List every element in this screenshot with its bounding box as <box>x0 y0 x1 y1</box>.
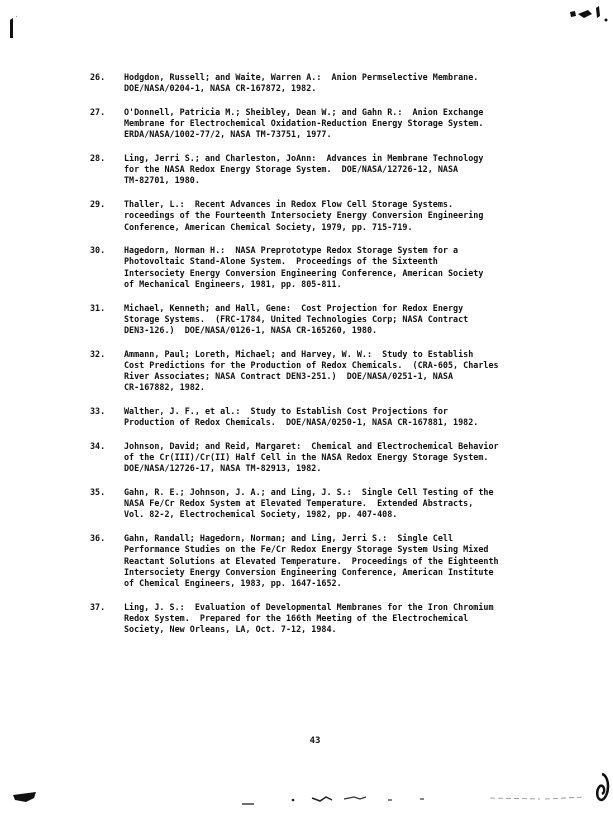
reference-number: 29. <box>90 199 106 210</box>
scan-mark-bottom-left <box>12 790 38 806</box>
reference-number: 33. <box>90 405 106 416</box>
page-number: 43 <box>309 736 321 746</box>
reference-number: 34. <box>90 440 106 451</box>
reference-line: roceedings of the Fourteenth Intersociety Energy Conversion Engineering <box>124 210 484 221</box>
scan-mark-top-left <box>4 14 20 44</box>
reference-entry <box>90 349 610 394</box>
reference-line: Hodgdon, Russell; and Waite, Warren A.: Anion Permselective Membrane. <box>124 72 479 82</box>
reference-number: 26. <box>90 72 106 82</box>
reference-line: Walther, J. F., et al.: Study to Establish Cost Projections for <box>124 405 448 416</box>
reference-line: Conference, American Chemical Society, 1979, pp. 715-719. <box>124 221 413 232</box>
reference-line: DOE/NASA/0204-1, NASA CR-167872, 1982. <box>124 83 317 94</box>
reference-line: Johnson, David; and Reid, Margaret: Chemical and Electrochemical Behavior <box>124 440 499 451</box>
reference-line: Ling, J. S.: Evaluation of Developmental Membranes for the Iron Chromium <box>124 601 494 612</box>
reference-line: of Mechanical Engineers, 1981, pp. 805-811. <box>124 278 342 289</box>
reference-line: Hagedorn, Norman H.: NASA Preprototype Redox Storage System for a <box>124 245 459 256</box>
reference-line: Reactant Solutions at Elevated Temperature. Proceedings of the Eighteenth <box>124 555 499 566</box>
reference-line: O'Donnell, Patricia M.; Sheibley, Dean W.; and Gahn R.: Anion Exchange <box>124 106 484 117</box>
reference-line: Photovoltaic Stand-Alone System. Proceedings of the Sixteenth <box>124 256 438 267</box>
reference-line: Gahn, R. E.; Johnson, J. A.; and Ling, J. S.: Single Cell Testing of the <box>124 486 494 497</box>
reference-entry <box>90 303 610 337</box>
reference-number: 37. <box>90 601 106 612</box>
reference-line: Gahn, Randall; Hagedorn, Norman; and Ling, Jerri S.: Single Cell <box>124 533 454 544</box>
reference-line: ERDA/NASA/1002-77/2, NASA TM-73751, 1977. <box>124 129 332 140</box>
reference-line: Production of Redox Chemicals. DOE/NASA/0250-1, NASA CR-167881, 1982. <box>124 417 479 428</box>
reference-line: Thaller, L.: Recent Advances in Redox Flow Cell Storage Systems. <box>124 199 454 210</box>
reference-line: Ling, Jerri S.; and Charleston, JoAnn: Advances in Membrane Technology <box>124 153 484 164</box>
reference-list <box>90 72 610 648</box>
reference-line: for the NASA Redox Energy Storage System. DOE/NASA/12726-12, NASA <box>124 164 459 175</box>
reference-entry <box>90 245 610 290</box>
scan-mark-top-right <box>566 2 610 26</box>
scan-marks-bottom <box>240 788 600 810</box>
reference-line: of Chemical Engineers, 1983, pp. 1647-1652. <box>124 577 342 588</box>
reference-entry <box>90 107 610 141</box>
reference-entry <box>90 441 610 475</box>
reference-line: NASA Fe/Cr Redox System at Elevated Temperature. Extended Abstracts, <box>124 498 474 509</box>
reference-entry <box>90 406 610 428</box>
reference-line: Cost Predictions for the Production of Redox Chemicals. (CRA-605, Charles <box>124 359 499 370</box>
reference-line: Membrane for Electrochemical Oxidation-Reduction Energy Storage System. <box>124 118 484 129</box>
reference-line: Intersociety Energy Conversion Engineering Conference, American Society <box>124 267 484 278</box>
reference-line: Performance Studies on the Fe/Cr Redox Energy Storage System Using Mixed <box>124 544 489 555</box>
reference-entry <box>90 602 610 636</box>
reference-number: 28. <box>90 153 106 164</box>
reference-line: Michael, Kenneth; and Hall, Gene: Cost Projection for Redox Energy <box>124 302 464 313</box>
reference-number: 27. <box>90 106 106 117</box>
reference-line: DEN3-126.) DOE/NASA/0126-1, NASA CR-165260, 1980. <box>124 324 378 335</box>
reference-entry <box>90 199 610 233</box>
reference-line: Society, New Orleans, LA, Oct. 7-12, 1984. <box>124 624 337 635</box>
reference-entry <box>90 487 610 521</box>
reference-line: DOE/NASA/12726-17, NASA TM-82913, 1982. <box>124 463 322 474</box>
reference-line: Redox System. Prepared for the 166th Meeting of the Electrochemical <box>124 612 469 623</box>
reference-number: 30. <box>90 245 106 256</box>
reference-line: CR-167882, 1982. <box>124 382 205 393</box>
reference-number: 31. <box>90 302 106 313</box>
reference-number: 32. <box>90 348 106 359</box>
reference-entry <box>90 153 610 187</box>
reference-entry <box>90 533 610 589</box>
reference-number: 35. <box>90 486 106 497</box>
reference-entry <box>90 72 610 94</box>
reference-line: TM-82701, 1980. <box>124 175 200 186</box>
reference-line: Storage Systems. (FRC-1784, United Technologies Corp; NASA Contract <box>124 313 469 324</box>
reference-line: Ammann, Paul; Loreth, Michael; and Harvey, W. W.: Study to Establish <box>124 348 474 359</box>
reference-line: of the Cr(III)/Cr(II) Half Cell in the NASA Redox Energy Storage System. <box>124 452 489 463</box>
reference-line: Vol. 82-2, Electrochemical Society, 1982, pp. 407-408. <box>124 509 398 520</box>
reference-line: Intersociety Energy Conversion Engineering Conference, American Institute <box>124 566 494 577</box>
reference-line: River Associates; NASA Contract DEN3-251.) DOE/NASA/0251-1, NASA <box>124 371 454 382</box>
reference-number: 36. <box>90 533 106 544</box>
